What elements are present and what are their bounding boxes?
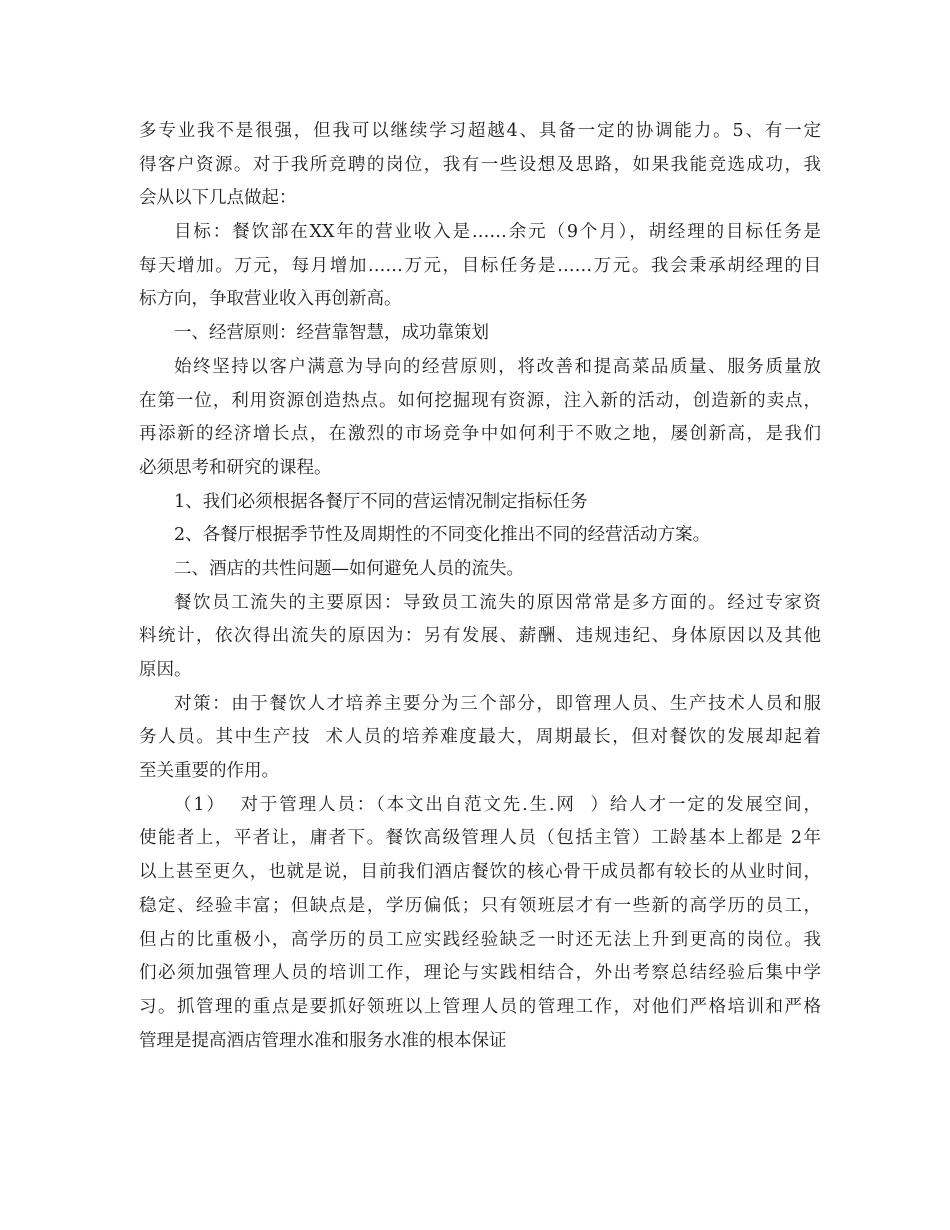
- section-heading: 二、酒店的共性问题—如何避免人员的流失。: [174, 558, 524, 579]
- text-line: 对策：由于餐饮人才培养主要分为三个部分，即管理人员、生产技术人员和服: [174, 693, 821, 714]
- text-line: 餐饮员工流失的主要原因：导致员工流失的原因常常是多方面的。经过专家资: [174, 592, 821, 613]
- text-line: 必须思考和研究的课程。: [139, 457, 332, 478]
- text-line: 以上甚至更久，也就是说，目前我们酒店餐饮的核心骨干成员都有较长的从业时间，: [139, 862, 821, 883]
- section-heading: 一、经营原则：经营靠智慧，成功靠策划: [174, 323, 489, 344]
- text-line: 多专业我不是很强，但我可以继续学习超越4、具备一定的协调能力。5、有一定: [139, 121, 821, 141]
- text-line: 始终坚持以客户满意为导向的经营原则，将改善和提高菜品质量、服务质量放: [174, 356, 821, 377]
- text-line: 使能者上，平者让，庸者下。餐饮高级管理人员（包括主管）工龄基本上都是 2年: [139, 828, 821, 849]
- document-body: [139, 115, 821, 1058]
- text-line: 务人员。其中生产技 术人员的培养难度最大，周期最长，但对餐饮的发展却起着: [139, 727, 821, 748]
- text-line: 们必须加强管理人员的培训工作，理论与实践相结合，外出考察总结经验后集中学: [139, 963, 821, 984]
- text-line: 至关重要的作用。: [139, 761, 279, 782]
- text-line: （1） 对于管理人员：（本文出自范文先.生.网 ）给人才一定的发展空间，: [174, 794, 821, 815]
- text-line: 料统计，依次得出流失的原因为：另有发展、薪酬、违规违纪、身体原因以及其他: [139, 626, 821, 647]
- text-line: 再添新的经济增长点，在激烈的市场竞争中如何利于不败之地，屡创新高，是我们: [139, 424, 821, 445]
- list-item: 2、各餐厅根据季节性及周期性的不同变化推出不同的经营活动方案。: [174, 525, 711, 546]
- text-line: 得客户资源。对于我所竞聘的岗位，我有一些设想及思路，如果我能竞选成功，我: [139, 154, 821, 175]
- text-line: 标方向，争取营业收入再创新高。: [139, 289, 402, 310]
- text-line: 每天增加。万元，每月增加……万元，目标任务是……万元。我会秉承胡经理的目: [139, 255, 821, 276]
- text-line: 但占的比重极小，高学历的员工应实践经验缺乏一时还无法上升到更高的岗位。我: [139, 929, 821, 950]
- text-line: 习。抓管理的重点是要抓好领班以上管理人员的管理工作，对他们严格培训和严格: [139, 996, 821, 1017]
- list-item: 1、我们必须根据各餐厅不同的营运情况制定指标任务: [174, 491, 588, 512]
- text-line: 在第一位，利用资源创造热点。如何挖掘现有资源，注入新的活动，创造新的卖点，: [139, 390, 821, 411]
- text-line: 稳定、经验丰富；但缺点是，学历偏低；只有领班层才有一些新的高学历的员工，: [139, 895, 821, 916]
- text-line: 目标：餐饮部在XX年的营业收入是……余元（9个月），胡经理的目标任务是: [174, 222, 821, 243]
- text-line: 管理是提高酒店管理水准和服务水准的根本保证: [139, 1030, 507, 1051]
- text-line: 原因。: [139, 660, 192, 680]
- text-line: 会从以下几点做起：: [139, 188, 297, 209]
